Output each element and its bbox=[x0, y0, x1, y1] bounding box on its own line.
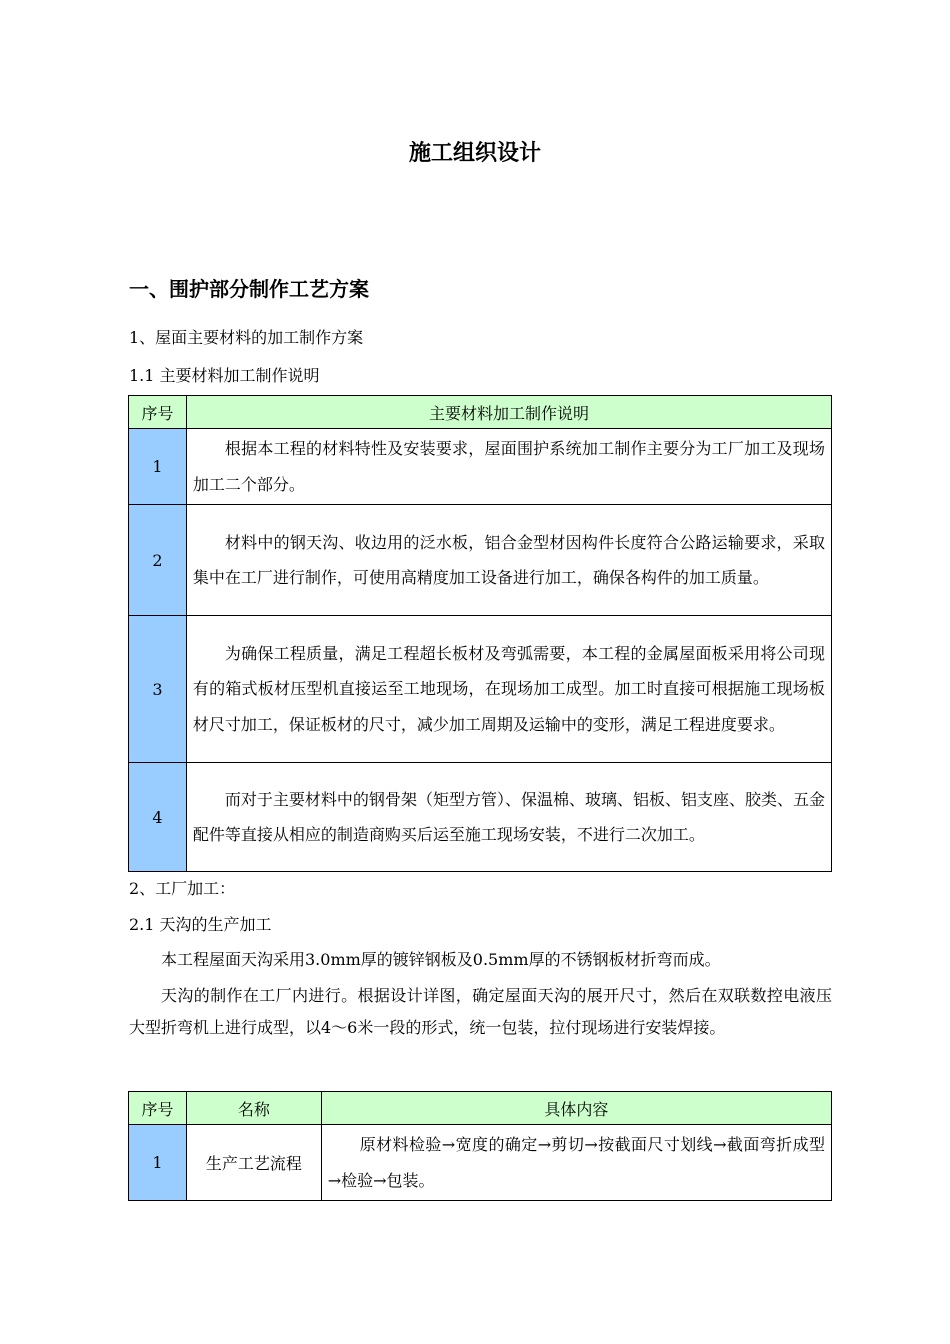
subsection-heading-2: 2、工厂加工： bbox=[129, 879, 236, 898]
subsection-heading-2-1: 2.1 天沟的生产加工 bbox=[129, 915, 272, 934]
table-row bbox=[129, 1125, 832, 1201]
section-heading: 一、围护部分制作工艺方案 bbox=[129, 277, 369, 301]
document-title: 施工组织设计 bbox=[408, 141, 541, 166]
row-text: 而对于主要材料中的钢骨架（矩型方管）、保温棉、玻璃、铝板、铝支座、胶类、五金配件等直接从相应的制造商购买后运至施工现场安装，不进行二次加工。 bbox=[186, 763, 831, 872]
paragraph: 本工程屋面天沟采用3.0mm厚的镀锌钢板及0.5mm厚的不锈钢板材折弯而成。 bbox=[161, 950, 721, 969]
paragraph: 天沟的制作在工厂内进行。根据设计详图，确定屋面天沟的展开尺寸，然后在双联数控电液压大型折弯机上进行成型，以4～6米一段的形式，统一包装，拉付现场进行安装焊接。 bbox=[129, 986, 832, 1037]
row-text: 根据本工程的材料特性及安装要求，屋面围护系统加工制作主要分为工厂加工及现场加工二个部分。 bbox=[186, 429, 831, 505]
table-row bbox=[129, 616, 832, 763]
header-seq: 序号 bbox=[129, 1092, 187, 1125]
row-number: 4 bbox=[129, 763, 187, 872]
header-seq: 序号 bbox=[129, 396, 187, 429]
header-content: 具体内容 bbox=[321, 1092, 831, 1125]
table-row bbox=[129, 429, 832, 505]
subsection-heading-1: 1、屋面主要材料的加工制作方案 bbox=[129, 328, 364, 347]
row-number: 1 bbox=[129, 429, 187, 505]
materials-table bbox=[128, 395, 832, 872]
row-text: 原材料检验→宽度的确定→剪切→按截面尺寸划线→截面弯折成型→检验→包装。 bbox=[321, 1125, 831, 1201]
row-text: 材料中的钢天沟、收边用的泛水板，铝合金型材因构件长度符合公路运输要求，采取集中在工厂进行制作，可使用高精度加工设备进行加工，确保各构件的加工质量。 bbox=[186, 505, 831, 616]
subsection-heading-1-1: 1.1 主要材料加工制作说明 bbox=[129, 366, 320, 385]
table-row bbox=[129, 763, 832, 872]
row-number: 2 bbox=[129, 505, 187, 616]
table-row bbox=[129, 505, 832, 616]
row-text: 为确保工程质量，满足工程超长板材及弯弧需要，本工程的金属屋面板采用将公司现有的箱式板材压型机直接运至工地现场，在现场加工成型。加工时直接可根据施工现场板材尺寸加工，保证板材的尺寸，减少加工周期及运输中的变形，满足工程进度要求。 bbox=[186, 616, 831, 763]
header-description: 主要材料加工制作说明 bbox=[186, 396, 831, 429]
row-number: 3 bbox=[129, 616, 187, 763]
row-name: 生产工艺流程 bbox=[186, 1125, 321, 1201]
row-number: 1 bbox=[129, 1125, 187, 1201]
header-name: 名称 bbox=[186, 1092, 321, 1125]
table-header-row bbox=[129, 396, 832, 429]
process-table bbox=[128, 1091, 832, 1201]
table-header-row bbox=[129, 1092, 832, 1125]
